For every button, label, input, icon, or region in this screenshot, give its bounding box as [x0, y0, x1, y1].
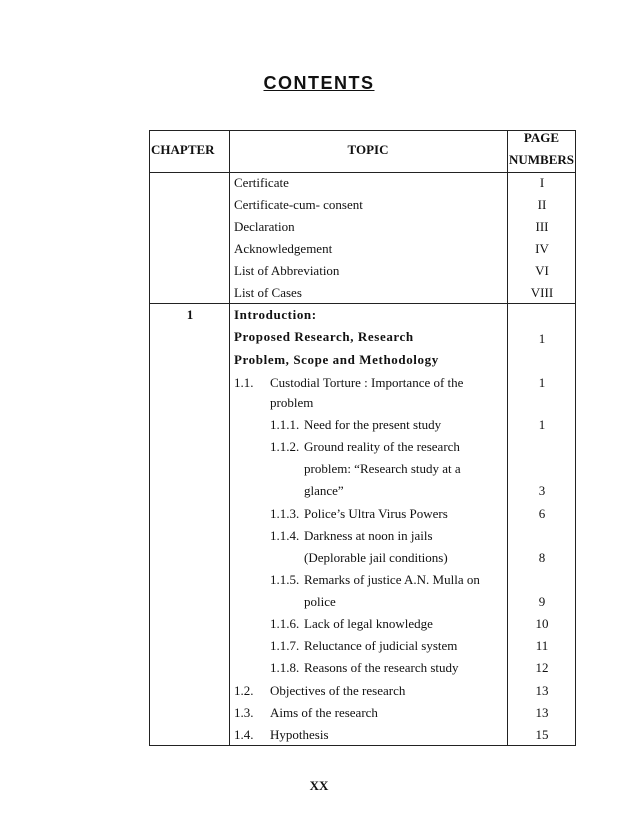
front-matter-page: VI: [535, 263, 549, 278]
header-page-line2: NUMBERS: [508, 152, 574, 167]
section-divider: [149, 303, 576, 304]
entry-title: Hypothesis: [270, 727, 329, 742]
chapter-heading-page: 1: [538, 331, 546, 346]
header-divider: [149, 172, 576, 173]
front-matter-label: List of Abbreviation: [234, 263, 340, 278]
entry-number: 1.1.6.: [270, 616, 300, 631]
front-matter-label: Acknowledgement: [234, 241, 333, 256]
entry-title: Reasons of the research study: [304, 660, 459, 675]
front-matter-page: IV: [535, 241, 549, 256]
entry-page: 6: [538, 506, 546, 521]
entry-number: 1.1.1.: [270, 417, 300, 432]
entry-page: 10: [535, 616, 549, 631]
front-matter-page: VIII: [530, 285, 554, 300]
entry-title: Custodial Torture : Importance of the: [270, 375, 464, 390]
entry-number: 1.1.4.: [270, 528, 300, 543]
page-number-footer: XX: [309, 778, 329, 793]
entry-page: 12: [535, 660, 549, 675]
entry-page: 1: [538, 417, 546, 432]
entry-page: 8: [538, 550, 546, 565]
entry-number: 1.1.3.: [270, 506, 300, 521]
entry-page: 3: [538, 483, 546, 498]
header-page-line1: PAGE: [523, 130, 560, 145]
header-topic: TOPIC: [347, 142, 389, 157]
entry-title: Objectives of the research: [270, 683, 406, 698]
entry-number: 1.1.8.: [270, 660, 300, 675]
front-matter-label: Certificate: [234, 175, 289, 190]
front-matter-label: Declaration: [234, 219, 295, 234]
entry-title: Need for the present study: [304, 417, 442, 432]
entry-title-continued: problem: “Research study at a: [304, 461, 461, 476]
page-title: CONTENTS: [263, 73, 375, 93]
entry-title-continued: police: [304, 594, 336, 609]
entry-number: 1.2.: [234, 683, 254, 698]
entry-number: 1.1.2.: [270, 439, 300, 454]
entry-title-continued: (Deplorable jail conditions): [304, 550, 448, 565]
chapter-heading-line2: Proposed Research, Research: [234, 329, 414, 344]
entry-title: Darkness at noon in jails: [304, 528, 433, 543]
front-matter-page: III: [535, 219, 549, 234]
entry-number: 1.1.7.: [270, 638, 300, 653]
entry-title-continued: problem: [270, 395, 314, 410]
header-chapter: CHAPTER: [151, 142, 215, 157]
chapter-heading-line1: Introduction:: [234, 307, 317, 322]
column-divider-chapter: [229, 130, 230, 746]
entry-number: 1.1.5.: [270, 572, 300, 587]
chapter-heading-line3: Problem, Scope and Methodology: [234, 352, 439, 367]
entry-title: Police’s Ultra Virus Powers: [304, 506, 448, 521]
entry-number: 1.1.: [234, 375, 254, 390]
entry-page: 13: [535, 705, 549, 720]
front-matter-page: II: [537, 197, 547, 212]
entry-page: 11: [535, 638, 549, 653]
chapter-number: 1: [186, 307, 194, 322]
entry-title: Lack of legal knowledge: [304, 616, 433, 631]
front-matter-label: Certificate-cum- consent: [234, 197, 363, 212]
entry-title: Reluctance of judicial system: [304, 638, 458, 653]
entry-page: 9: [538, 594, 546, 609]
entry-title: Aims of the research: [270, 705, 378, 720]
front-matter-label: List of Cases: [234, 285, 302, 300]
entry-page: 13: [535, 683, 549, 698]
entry-page: 1: [538, 375, 546, 390]
column-divider-page: [507, 130, 508, 746]
entry-title-continued: glance”: [304, 483, 344, 498]
front-matter-page: I: [539, 175, 545, 190]
entry-title: Remarks of justice A.N. Mulla on: [304, 572, 480, 587]
entry-page: 15: [535, 727, 549, 742]
entry-number: 1.4.: [234, 727, 254, 742]
entry-number: 1.3.: [234, 705, 254, 720]
entry-title: Ground reality of the research: [304, 439, 460, 454]
